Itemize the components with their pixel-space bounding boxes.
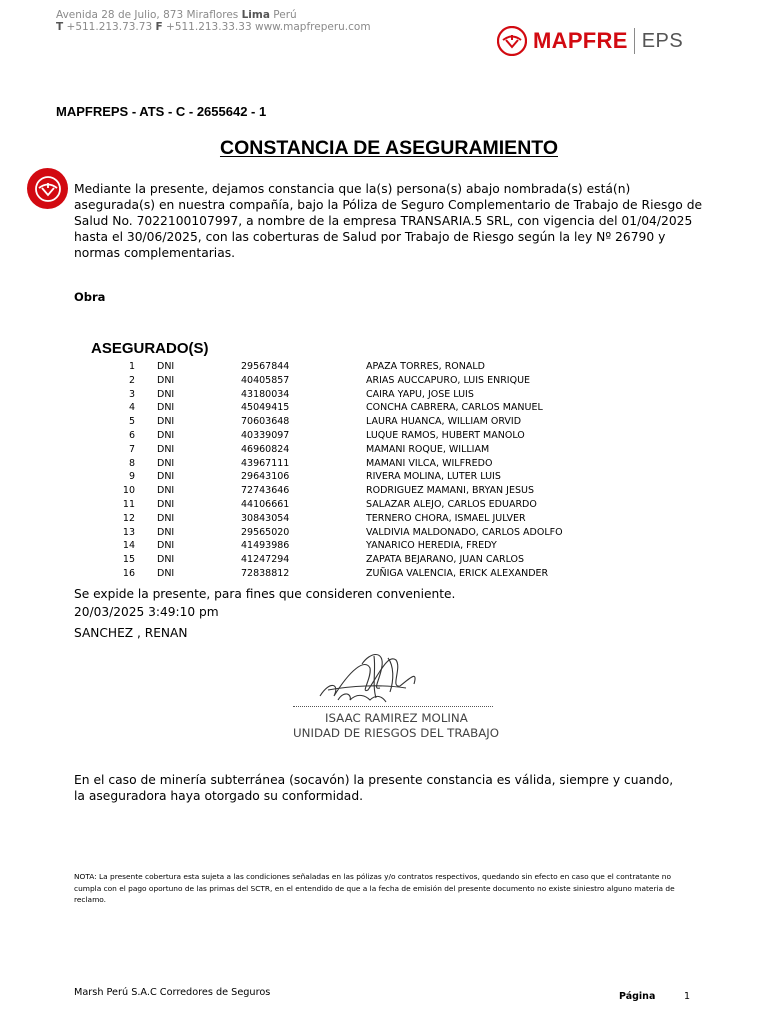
insured-doc-number: 46960824 [241,443,290,455]
insured-number: 16 [122,567,135,579]
insured-row [0,374,768,388]
insured-number: 7 [128,443,135,455]
insured-row [0,484,768,498]
insured-name: RODRIGUEZ MAMANI, BRYAN JESUS [366,485,534,497]
signatory-department: UNIDAD DE RIESGOS DEL TRABAJO [293,726,500,740]
insured-row [0,388,768,402]
insured-doc-number: 43180034 [241,388,290,400]
insured-name: ZUÑIGA VALENCIA, ERICK ALEXANDER [366,567,549,579]
insured-name: CONCHA CABRERA, CARLOS MANUEL [366,402,543,414]
insured-section-title: ASEGURADO(S) [91,340,209,357]
footer-company: Marsh Perú S.A.C Corredores de Seguros [74,987,271,998]
obra-label: Obra [74,290,106,304]
insured-doc-type: DNI [157,498,175,510]
insured-number: 11 [122,498,135,510]
insured-number: 9 [128,471,135,483]
mapfre-emblem-icon [497,26,527,56]
insured-name: APAZA TORRES, RONALD [366,361,485,372]
insured-name: MAMANI ROQUE, WILLIAM [366,443,490,455]
insured-doc-number: 41493986 [241,540,290,552]
insured-name: YANARICO HEREDIA, FREDY [366,540,497,552]
insured-doc-type: DNI [157,402,175,414]
insured-name: MAMANI VILCA, WILFREDO [366,457,493,469]
brand-name: MAPFRE [533,28,628,53]
address-street: Avenida 28 de Julio, 873 Miraflores [56,9,239,21]
insured-name: TERNERO CHORA, ISMAEL JULVER [366,512,526,524]
signatory-name: ISAAC RAMIREZ MOLINA [325,711,468,725]
insured-doc-type: DNI [157,554,175,566]
insured-number: 15 [122,554,135,566]
insured-name: RIVERA MOLINA, LUTER LUIS [366,471,501,483]
issuer-name: SANCHEZ , RENAN [74,626,188,640]
mapfre-emblem-icon [33,174,63,204]
insured-doc-type: DNI [157,374,175,386]
insured-list [0,360,768,581]
insured-row [0,526,768,540]
header-contact [56,21,371,33]
insured-doc-number: 29565020 [241,526,290,538]
insured-doc-number: 30843054 [241,512,290,524]
insured-doc-number: 72743646 [241,485,290,497]
footer-page-label: Página [619,991,656,1002]
mining-note: En el caso de minería subterránea (socavón) la presente constancia es válida, siempre y cuando, la aseguradora haya otorgado su conformidad. [74,773,674,803]
issue-statement: Se expide la presente, para fines que consideren conveniente. [74,587,456,601]
insured-number: 10 [122,485,135,497]
phone-label: T [56,21,64,33]
insured-row [0,553,768,567]
issue-date: 20/03/2025 3:49:10 pm [74,605,219,619]
insured-row [0,360,768,374]
insured-number: 8 [128,457,135,469]
insured-number: 13 [122,526,135,538]
insured-row [0,498,768,512]
insured-doc-number: 40405857 [241,374,290,386]
insured-doc-number: 40339097 [241,429,290,441]
insured-doc-number: 41247294 [241,554,290,566]
insured-name: ARIAS AUCCAPURO, LUIS ENRIQUE [366,374,531,386]
insured-doc-number: 45049415 [241,402,290,414]
handwritten-signature [310,650,450,712]
insured-number: 4 [128,402,135,414]
address-country: Perú [273,9,297,21]
insured-doc-type: DNI [157,526,175,538]
insured-doc-type: DNI [157,429,175,441]
insured-row [0,401,768,415]
insured-doc-type: DNI [157,567,175,579]
insured-doc-number: 44106661 [241,498,290,510]
insured-name: LUQUE RAMOS, HUBERT MANOLO [366,429,525,441]
insured-row [0,429,768,443]
insured-doc-number: 70603648 [241,416,290,428]
insured-doc-number: 43967111 [241,457,290,469]
insured-number: 14 [122,540,135,552]
insured-doc-type: DNI [157,540,175,552]
insured-name: VALDIVIA MALDONADO, CARLOS ADOLFO [366,526,563,538]
signature-line [293,706,493,707]
address-city: Lima [241,9,270,21]
insured-doc-type: DNI [157,416,175,428]
header-address [56,9,297,21]
brand-divider [634,28,635,54]
insured-row [0,470,768,484]
website: www.mapfreperu.com [254,21,371,33]
insured-doc-number: 29643106 [241,471,290,483]
insured-number: 5 [128,416,135,428]
insured-name: SALAZAR ALEJO, CARLOS EDUARDO [366,498,537,510]
insured-doc-type: DNI [157,485,175,497]
fax-number: +511.213.33.33 [166,21,252,33]
insured-doc-type: DNI [157,457,175,469]
insured-doc-number: 29567844 [241,361,290,372]
insured-doc-type: DNI [157,471,175,483]
legal-note: NOTA: La presente cobertura esta sujeta a las condiciones señaladas en las pólizas y/o contratos respectivos, quedando sin efecto en caso que el contratante no cumpla con el pago oportuno de las primas del SCTR, en el entendido de que a la fecha de emisión del presente documento no existe siniestro alguno materia de reclamo. [74,872,675,904]
insured-name: CAIRA YAPU, JOSE LUIS [366,388,474,400]
fax-label: F [155,21,163,33]
insured-name: LAURA HUANCA, WILLIAM ORVID [366,416,522,428]
insured-row [0,415,768,429]
insured-doc-type: DNI [157,388,175,400]
insured-name: ZAPATA BEJARANO, JUAN CARLOS [366,554,525,566]
side-emblem [27,168,68,209]
insured-row [0,512,768,526]
brand-logo [497,26,683,56]
document-title: CONSTANCIA DE ASEGURAMIENTO [219,137,558,159]
insured-doc-number: 72838812 [241,567,290,579]
insured-number: 3 [128,388,135,400]
footer-page-number: 1 [684,991,691,1002]
insured-number: 2 [128,374,135,386]
insured-number: 1 [128,361,135,372]
document-reference: MAPFREPS - ATS - C - 2655642 - 1 [56,104,267,119]
insured-number: 6 [128,429,135,441]
insured-doc-type: DNI [157,361,175,372]
insured-number: 12 [122,512,135,524]
phone-number: +511.213.73.73 [66,21,153,33]
insured-row [0,443,768,457]
brand-sub: EPS [641,29,684,52]
intro-paragraph: Mediante la presente, dejamos constancia que la(s) persona(s) abajo nombrada(s) está(n) asegurada(s) en nuestra compañía, bajo la Póliza de Seguro Complementario de Trabajo de Riesgo de Salud No. 7022100107997, a nombre de la empresa TRANSARIA.5 SRL, con vigencia del 01/04/2025 hasta el 30/06/2025, con las coberturas de Salud por Trabajo de Riesgo según la ley Nº 26790 y normas complementarias. [74,182,703,260]
insured-row [0,539,768,553]
insured-doc-type: DNI [157,443,175,455]
insured-doc-type: DNI [157,512,175,524]
insured-row [0,457,768,471]
insured-row [0,567,768,581]
